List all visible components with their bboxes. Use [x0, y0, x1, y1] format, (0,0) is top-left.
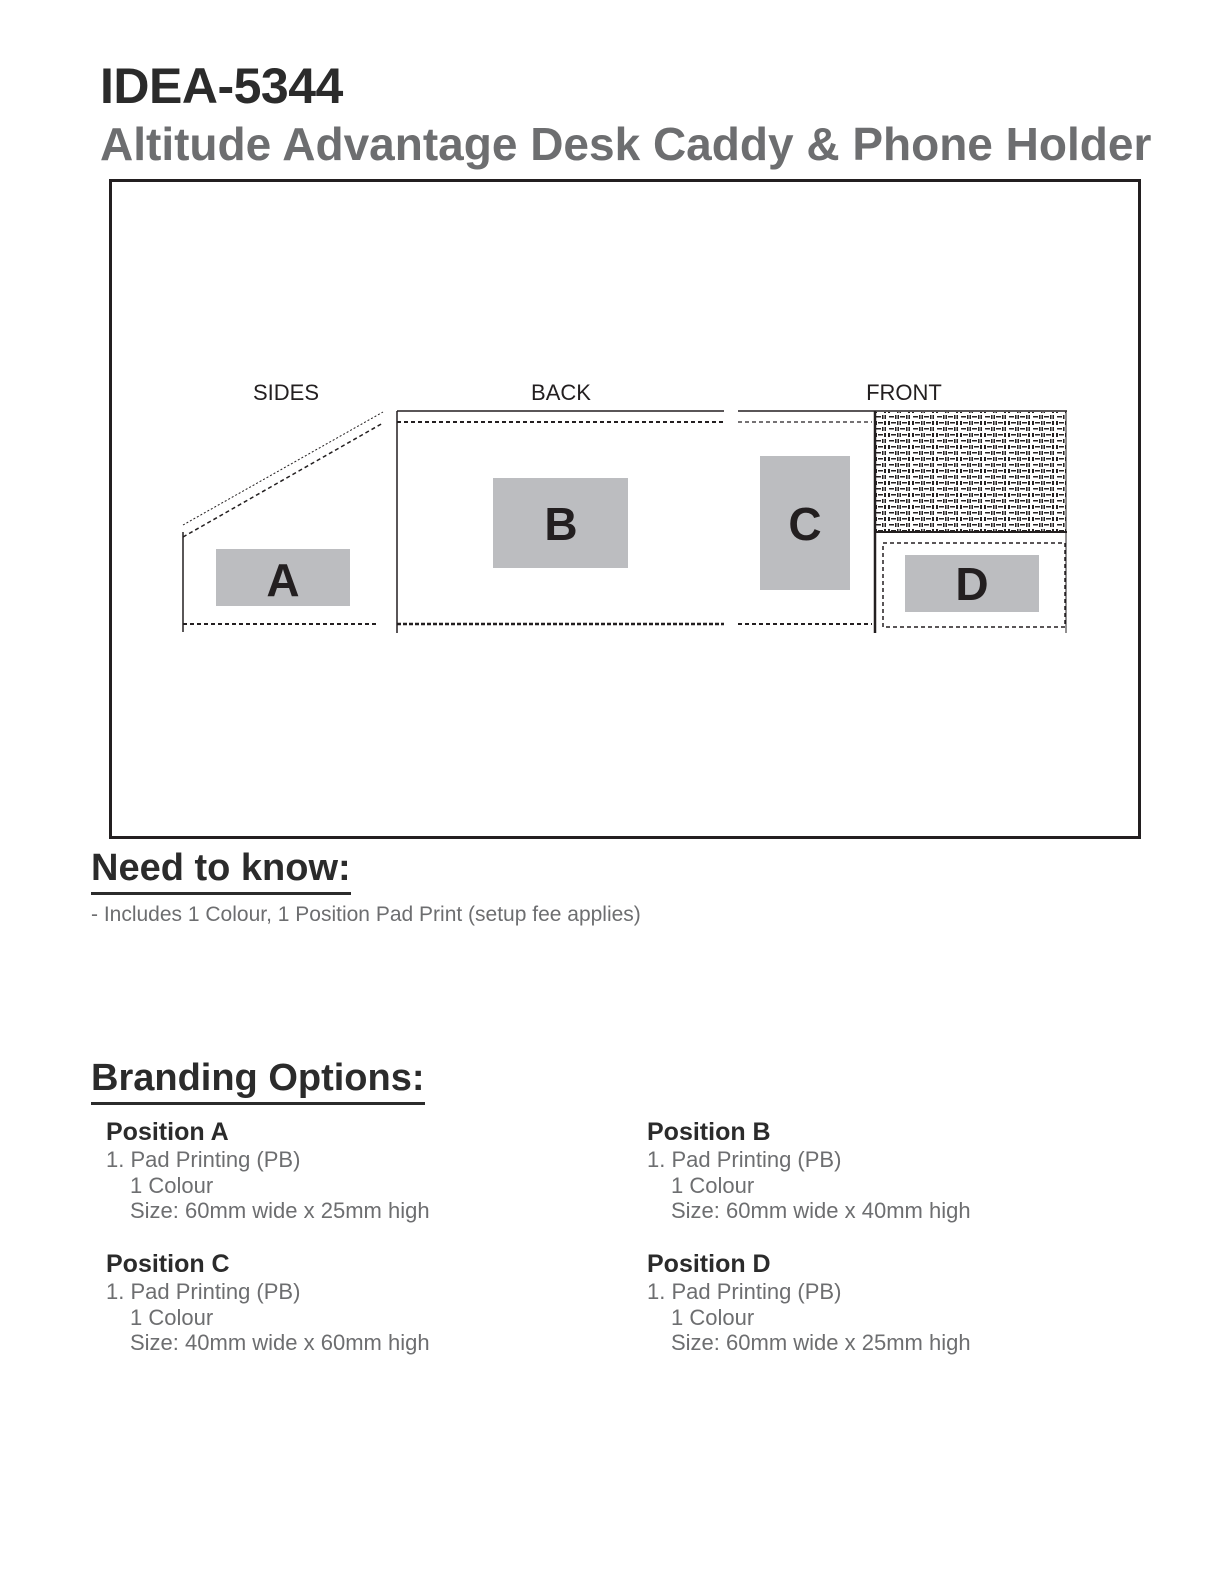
print-size: Size: 60mm wide x 25mm high — [671, 1330, 971, 1355]
position-d-marker: D — [955, 558, 989, 610]
colour-count: 1 Colour — [671, 1172, 755, 1198]
print-size: Size: 60mm wide x 40mm high — [671, 1198, 971, 1223]
label-back: BACK — [531, 380, 591, 405]
print-method: 1. Pad Printing (PB) — [647, 1279, 842, 1304]
need-to-know-heading: Need to know: — [91, 846, 351, 895]
position-title: Position B — [647, 1118, 771, 1146]
product-title: Altitude Advantage Desk Caddy & Phone Holder — [100, 118, 1152, 170]
print-size: Size: 40mm wide x 60mm high — [130, 1330, 430, 1355]
sides-panel — [183, 412, 383, 632]
print-size: Size: 60mm wide x 25mm high — [130, 1198, 430, 1223]
position-title: Position C — [106, 1250, 230, 1278]
position-b-marker: B — [544, 498, 578, 550]
position-title: Position D — [647, 1250, 771, 1278]
branding-diagram — [109, 179, 1141, 839]
colour-count: 1 Colour — [671, 1304, 755, 1330]
back-panel — [397, 411, 724, 633]
position-c-option — [106, 1250, 586, 1356]
need-to-know-item: - Includes 1 Colour, 1 Position Pad Print (setup fee applies) — [91, 903, 641, 926]
position-a-option — [106, 1118, 586, 1224]
print-method: 1. Pad Printing (PB) — [106, 1279, 301, 1304]
colour-count: 1 Colour — [130, 1172, 214, 1198]
product-code: IDEA-5344 — [100, 58, 343, 114]
phone-grip-texture — [875, 412, 1066, 531]
label-sides: SIDES — [252, 380, 320, 405]
print-method: 1. Pad Printing (PB) — [647, 1147, 842, 1172]
position-title: Position A — [106, 1118, 229, 1146]
position-c-marker: C — [788, 498, 822, 550]
colour-count: 1 Colour — [130, 1304, 214, 1330]
label-front: FRONT — [866, 380, 942, 405]
position-d-option — [647, 1250, 1127, 1356]
position-b-option — [647, 1118, 1127, 1224]
print-method: 1. Pad Printing (PB) — [106, 1147, 301, 1172]
front-panel — [738, 411, 1067, 633]
branding-options-heading: Branding Options: — [91, 1056, 425, 1105]
position-a-marker: A — [266, 554, 300, 606]
